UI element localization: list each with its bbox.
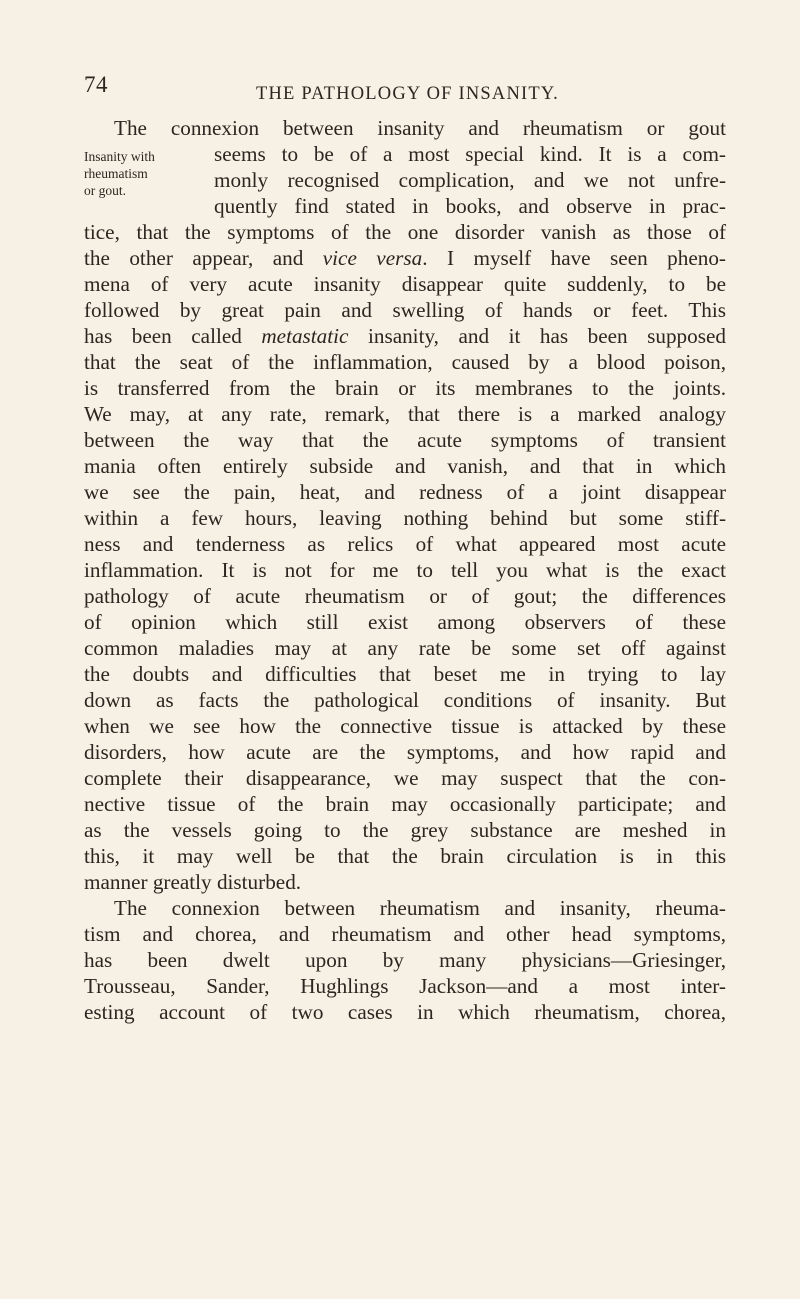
italic-phrase: vice versa [322, 246, 423, 270]
text-line: between the way that the acute symptoms of transient [84, 428, 726, 452]
sidenote-line: Insanity with [84, 149, 155, 164]
text-line: complete their disappearance, we may suspect that the con- [84, 766, 726, 790]
sidenote-line: or gout. [84, 183, 126, 198]
text-line: pathology of acute rheumatism or of gout; the differences [84, 584, 726, 608]
text-line: tism and chorea, and rheumatism and other head symptoms, [84, 922, 726, 946]
sidenote [84, 148, 200, 199]
text-line: followed by great pain and swelling of hands or feet. This [84, 298, 726, 322]
text-line: Trousseau, Sander, Hughlings Jackson—and a most inter- [84, 974, 726, 998]
text-line: manner greatly disturbed. [84, 870, 302, 894]
text-line: this, it may well be that the brain circulation is in this [84, 844, 726, 868]
text-line: common maladies may at any rate be some set off against [84, 636, 726, 660]
text-line: that the seat of the inflammation, caused by a blood poison, [84, 350, 726, 374]
text-line: seems to be of a most special kind. It is a com- [214, 142, 726, 166]
text-line: The connexion between insanity and rheumatism or gout [114, 116, 726, 140]
text-line: mania often entirely subside and vanish, and that in which [84, 454, 726, 478]
text-line: has been dwelt upon by many physicians—Griesinger, [84, 948, 726, 972]
running-head: THE PATHOLOGY OF INSANITY. [256, 84, 559, 104]
text-line: disorders, how acute are the symptoms, and how rapid and [84, 740, 726, 764]
text-line: The connexion between rheumatism and insanity, rheuma- [114, 896, 726, 920]
text-line: has been called metastatic insanity, and it has been supposed [84, 324, 726, 348]
page-number: 74 [84, 72, 108, 97]
text-line: We may, at any rate, remark, that there is a marked analogy [84, 402, 726, 426]
text-line: mena of very acute insanity disappear quite suddenly, to be [84, 272, 726, 296]
text-line: we see the pain, heat, and redness of a joint disappear [84, 480, 726, 504]
text-line: is transferred from the brain or its membranes to the joints. [84, 376, 726, 400]
sidenote-line: rheumatism [84, 166, 148, 181]
text-line: of opinion which still exist among observers of these [84, 610, 726, 634]
text-line: nective tissue of the brain may occasionally participate; and [84, 792, 726, 816]
text-line: inflammation. It is not for me to tell you what is the exact [84, 558, 726, 582]
text-line: quently find stated in books, and observe in prac- [214, 194, 726, 218]
text-line: when we see how the connective tissue is attacked by these [84, 714, 726, 738]
text-line: ness and tenderness as relics of what appeared most acute [84, 532, 726, 556]
text-line: tice, that the symptoms of the one disorder vanish as those of [84, 220, 726, 244]
text-line: as the vessels going to the grey substance are meshed in [84, 818, 726, 842]
text-line: esting account of two cases in which rheumatism, chorea, [84, 1000, 726, 1024]
text-line: down as facts the pathological conditions of insanity. But [84, 688, 726, 712]
italic-phrase: metastatic [261, 324, 349, 348]
text-line: within a few hours, leaving nothing behind but some stiff- [84, 506, 726, 530]
text-line: the doubts and difficulties that beset me in trying to lay [84, 662, 726, 686]
text-line: the other appear, and vice versa. I myself have seen pheno- [84, 246, 726, 270]
text-line: monly recognised complication, and we not unfre- [214, 168, 726, 192]
